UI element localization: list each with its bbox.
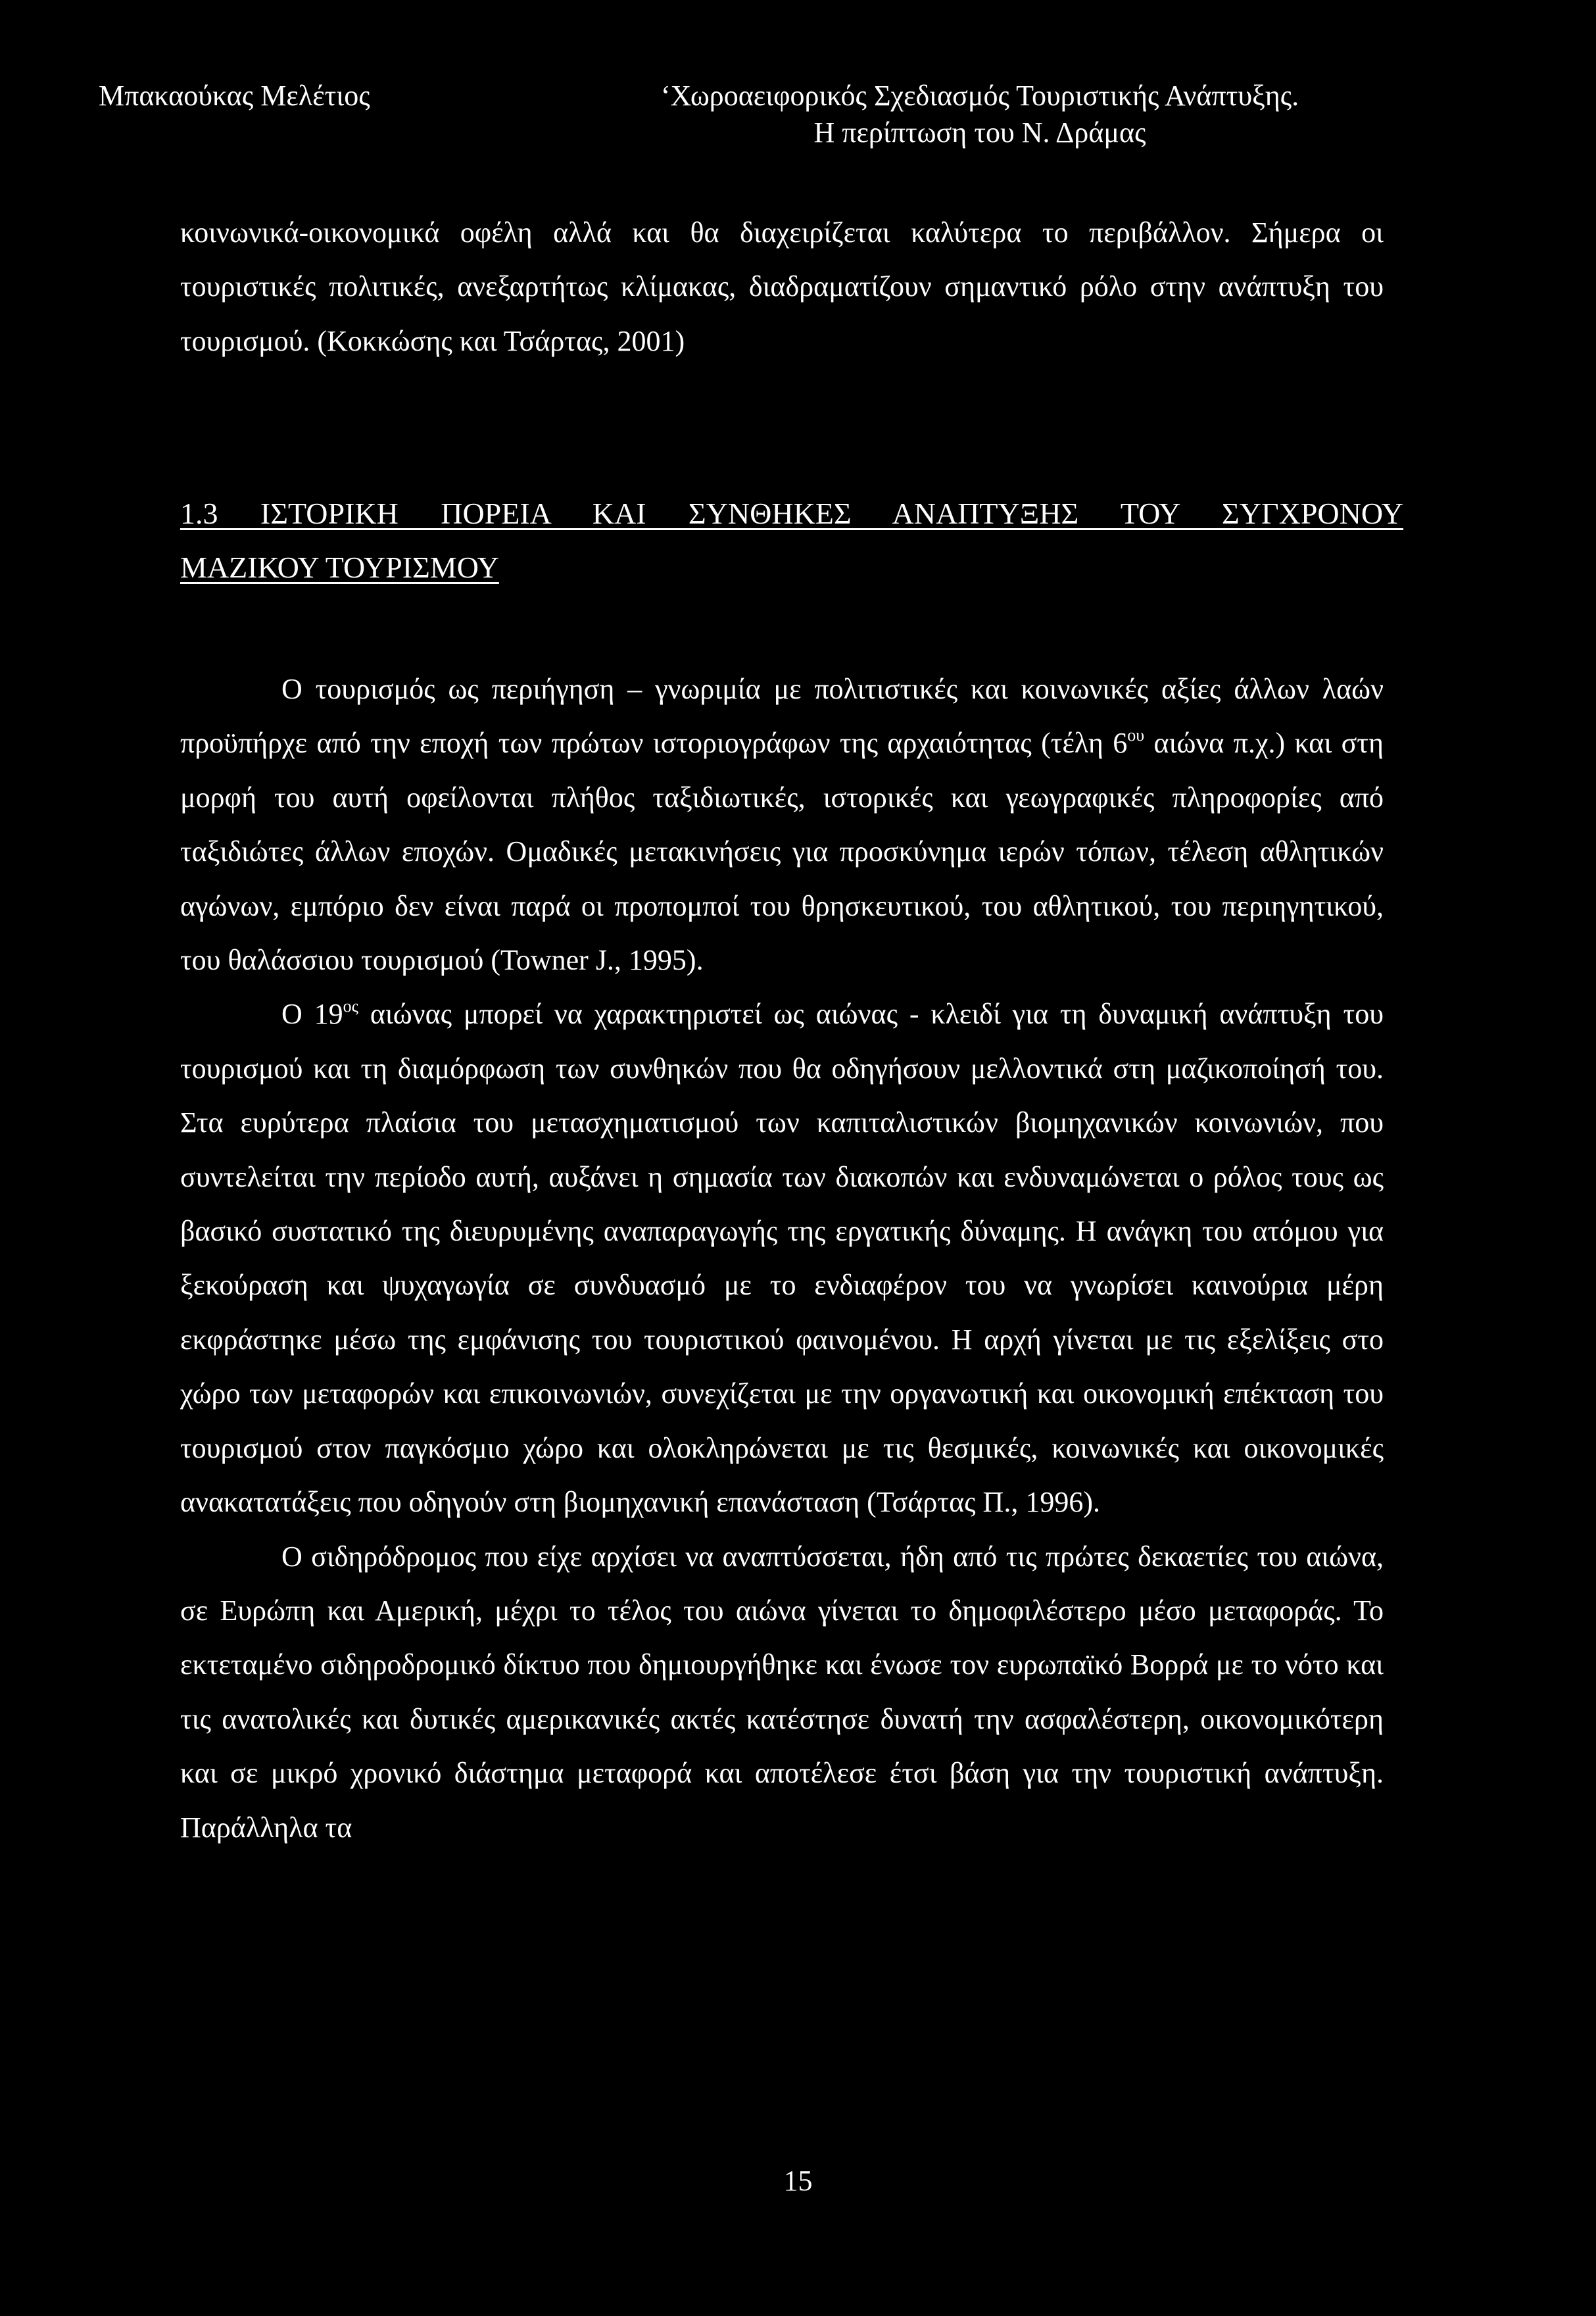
header-title-line-2: Η περίπτωση του Ν. Δράμας [813, 116, 1146, 149]
intro-text-block [180, 206, 1384, 368]
header-title [618, 78, 1342, 151]
main-text-block [180, 662, 1384, 1855]
header-title-line-1: ‘Χωροαειφορικός Σχεδιασμός Τουριστικής Ανάπτυξης. [660, 80, 1299, 112]
paragraph-2-text-cont: αιώνας μπορεί να χαρακτηριστεί ως αιώνας - κλειδί για τη δυναμική ανάπτυξη του τουρισμού και τη διαμόρφωση των συνθηκών που θα οδηγήσουν μελλοντικά στη μαζικοποίησή του. Στα ευρύτερα πλαίσια του μετασχηματισμού των καπιταλιστικών βιομηχανικών κοινωνιών, που συντελείται την περίοδο αυτή, αυξάνει η σημασία των διακοπών και ενδυναμώνεται ο ρόλος τους ως βασικό συστατικό της διευρυμένης αναπαραγωγής της εργατικής δύναμης. Η ανάγκη του ατόμου για ξεκούραση και ψυχαγωγία σε συνδυασμό με το ενδιαφέρον του να γνωρίσει καινούρια μέρη εκφράστηκε μέσω της εμφάνισης του τουριστικού φαινομένου. Η αρχή γίνεται με τις εξελίξεις στο χώρο των μεταφορών και επικοινωνιών, συνεχίζεται με την οργανωτική και οικονομική επέκταση του τουρισμού στον παγκόσμιο χώρο και ολοκληρώνεται με τις θεσμικές, κοινωνικές και οικονομικές ανακατατάξεις που οδηγούν στη βιομηχανική επανάσταση (Τσάρτας Π., 1996). [180, 998, 1384, 1519]
paragraph-1 [180, 662, 1384, 987]
paragraph-1-superscript: ου [1127, 726, 1145, 745]
paragraph-2-text: Ο 19 [281, 998, 343, 1031]
section-heading-line-1: 1.3 ΙΣΤΟΡΙΚΗ ΠΟΡΕΙΑ ΚΑΙ ΣΥΝΘΗΚΕΣ ΑΝΑΠΤΥΞΗΣ ΤΟΥ ΣΥΓΧΡΟΝΟΥ [180, 497, 1403, 530]
section-heading-line-2: ΜΑΖΙΚΟΥ ΤΟΥΡΙΣΜΟΥ [180, 551, 499, 584]
intro-paragraph: κοινωνικά-οικονομικά οφέλη αλλά και θα διαχειρίζεται καλύτερα το περιβάλλον. Σήμερα οι τουριστικές πολιτικές, ανεξαρτήτως κλίμακας, διαδραματίζουν σημαντικό ρόλο στην ανάπτυξη του τουρισμού. (Κοκκώσης και Τσάρτας, 2001) [180, 216, 1384, 357]
paragraph-1-text: Ο τουρισμός ως περιήγηση – γνωριμία με πολιτιστικές και κοινωνικές αξίες άλλων λαών προϋπήρχε από την εποχή των πρώτων ιστοριογράφων της αρχαιότητας (τέλη 6 [180, 673, 1384, 760]
page-number: 15 [783, 2165, 813, 2197]
paragraph-3: Ο σιδηρόδρομος που είχε αρχίσει να αναπτύσσεται, ήδη από τις πρώτες δεκαετίες του αιώνα, σε Ευρώπη και Αμερική, μέχρι το τέλος του αιώνα γίνεται το δημοφιλέστερο μέσο μεταφοράς. Το εκτεταμένο σιδηροδρομικό δίκτυο που δημιουργήθηκε και ένωσε τον ευρωπαϊκό Βορρά με το νότο και τις ανατολικές και δυτικές αμερικανικές ακτές κατέστησε δυνατή την ασφαλέστερη, οικονομικότερη και σε μικρό χρονικό διάστημα μεταφορά και αποτέλεσε έτσι βάση για την τουριστική ανάπτυξη. Παράλληλα τα [180, 1540, 1384, 1844]
paragraph-2 [180, 987, 1384, 1529]
paragraph-1-text-cont: αιώνα π.χ.) και στη μορφή του αυτή οφείλονται πλήθος ταξιδιωτικές, ιστορικές και γεωγραφικές πληροφορίες από ταξιδιώτες άλλων εποχών. Ομαδικές μετακινήσεις για προσκύνημα ιερών τόπων, τέλεση αθλητικών αγώνων, εμπόριο δεν είναι παρά οι προπομποί του θρησκευτικού, του αθλητικού, του περιηγητικού, του θαλάσσιου τουρισμού (Towner J., 1995). [180, 727, 1384, 977]
header-author: Μπακαούκας Μελέτιος [99, 80, 370, 112]
section-heading [180, 487, 1403, 595]
paragraph-2-superscript: ος [343, 997, 358, 1016]
